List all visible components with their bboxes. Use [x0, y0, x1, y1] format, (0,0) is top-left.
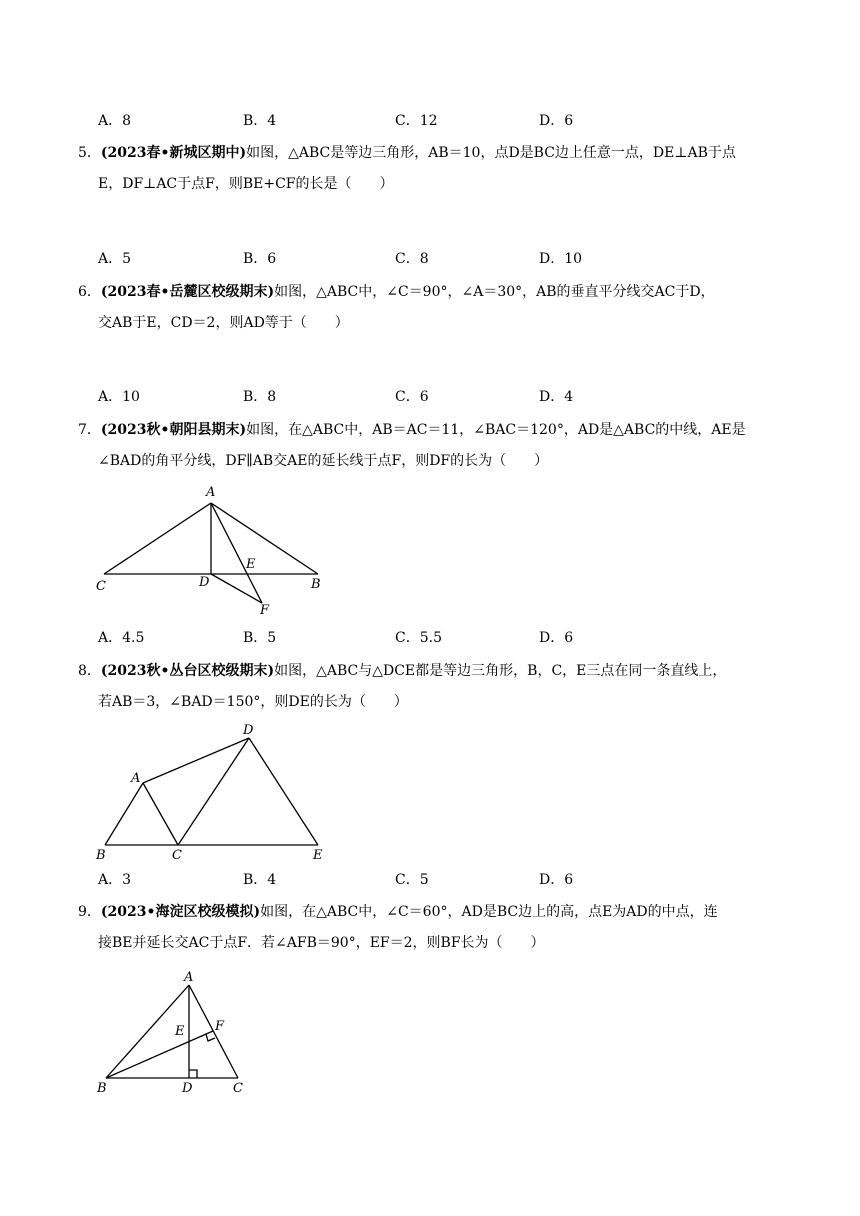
q5-option-c: C．8	[395, 251, 429, 267]
question-text: 如图，△ABC是等边三角形，AB＝10，点D是BC边上任意一点，DE⊥AB于点	[246, 145, 736, 161]
q5-option-a: A．5	[98, 251, 132, 267]
q4-option-c: C．12	[395, 113, 438, 129]
q9-label-c: C	[233, 1081, 243, 1096]
question-number: 6．	[78, 284, 101, 300]
q7-option-b: B．5	[243, 630, 277, 646]
q8-label-a: A	[131, 771, 141, 786]
question-text: 如图，△ABC与△DCE都是等边三角形，B，C，E三点在同一条直线上，	[274, 663, 727, 679]
q8-option-a: A．3	[98, 872, 132, 888]
q4-option-b: B．4	[243, 113, 277, 129]
question-text-continued: 交AB于E，CD＝2，则AD等于（ ）	[98, 315, 349, 331]
q6-option-d: D．4	[539, 389, 574, 405]
question-text-continued: ∠BAD的角平分线，DF∥AB交AE的延长线于点F，则DF的长为（ ）	[98, 453, 549, 469]
question-text: 如图，△ABC中，∠C＝90°，∠A＝30°，AB的垂直平分线交AC于D，	[274, 284, 715, 300]
q9-right-angle-d	[189, 1070, 197, 1078]
q7-label-a: A	[206, 485, 216, 500]
q8-option-d: D．6	[539, 872, 574, 888]
q8-option-b: B．4	[243, 872, 277, 888]
question-source: (2023春•新城区期中)	[100, 145, 247, 161]
q8-label-e: E	[313, 848, 323, 863]
q8-label-b: B	[96, 848, 106, 863]
q7-option-d: D．6	[539, 630, 574, 646]
q8-label-c: C	[172, 848, 182, 863]
question-text: 如图，在△ABC中，∠C＝60°，AD是BC边上的高，点E为AD的中点，连	[260, 904, 718, 920]
question-source: (2023•海淀区校级模拟)	[100, 904, 261, 920]
q8-option-c: C．5	[395, 872, 429, 888]
question-source: (2023秋•丛台区校级期末)	[100, 663, 275, 679]
q9-label-a: A	[184, 970, 194, 985]
q9-right-angle-f	[206, 1034, 215, 1041]
q6-option-c: C．6	[395, 389, 429, 405]
q5-option-b: B．6	[243, 251, 277, 267]
q6-option-b: B．8	[243, 389, 277, 405]
q9-label-e: E	[175, 1024, 185, 1039]
q6-option-a: A．10	[98, 389, 140, 405]
q9-label-d: D	[182, 1081, 193, 1096]
question-text-continued: 若AB＝3，∠BAD＝150°，则DE的长为（ ）	[98, 694, 408, 710]
q7-label-d: D	[199, 575, 210, 590]
q9-label-f: F	[215, 1019, 225, 1034]
q7-label-b: B	[311, 577, 321, 592]
q5-option-d: D．10	[539, 251, 583, 267]
q4-option-d: D．6	[539, 113, 574, 129]
q4-option-a: A．8	[98, 113, 132, 129]
question-number: 7．	[78, 422, 101, 438]
q7-option-c: C．5.5	[395, 630, 442, 646]
q7-label-f: F	[260, 603, 270, 618]
question-text-continued: E，DF⊥AC于点F，则BE+CF的长是（ ）	[98, 176, 394, 192]
question-number: 5．	[78, 145, 101, 161]
question-source: (2023秋•朝阳县期末)	[100, 422, 247, 438]
q7-label-c: C	[96, 579, 106, 594]
question-source: (2023春•岳麓区校级期末)	[100, 284, 275, 300]
question-number: 8．	[78, 663, 101, 679]
q7-option-a: A．4.5	[98, 630, 145, 646]
question-number: 9．	[78, 904, 101, 920]
q8-label-d: D	[243, 723, 254, 738]
q7-label-e: E	[246, 557, 256, 572]
q9-segment-ac	[189, 985, 238, 1078]
question-text-continued: 接BE并延长交AC于点F．若∠AFB＝90°，EF＝2，则BF长为（ ）	[98, 935, 545, 951]
question-text: 如图，在△ABC中，AB＝AC＝11，∠BAC＝120°，AD是△ABC的中线，AE是	[246, 422, 746, 438]
q9-label-b: B	[97, 1081, 107, 1096]
